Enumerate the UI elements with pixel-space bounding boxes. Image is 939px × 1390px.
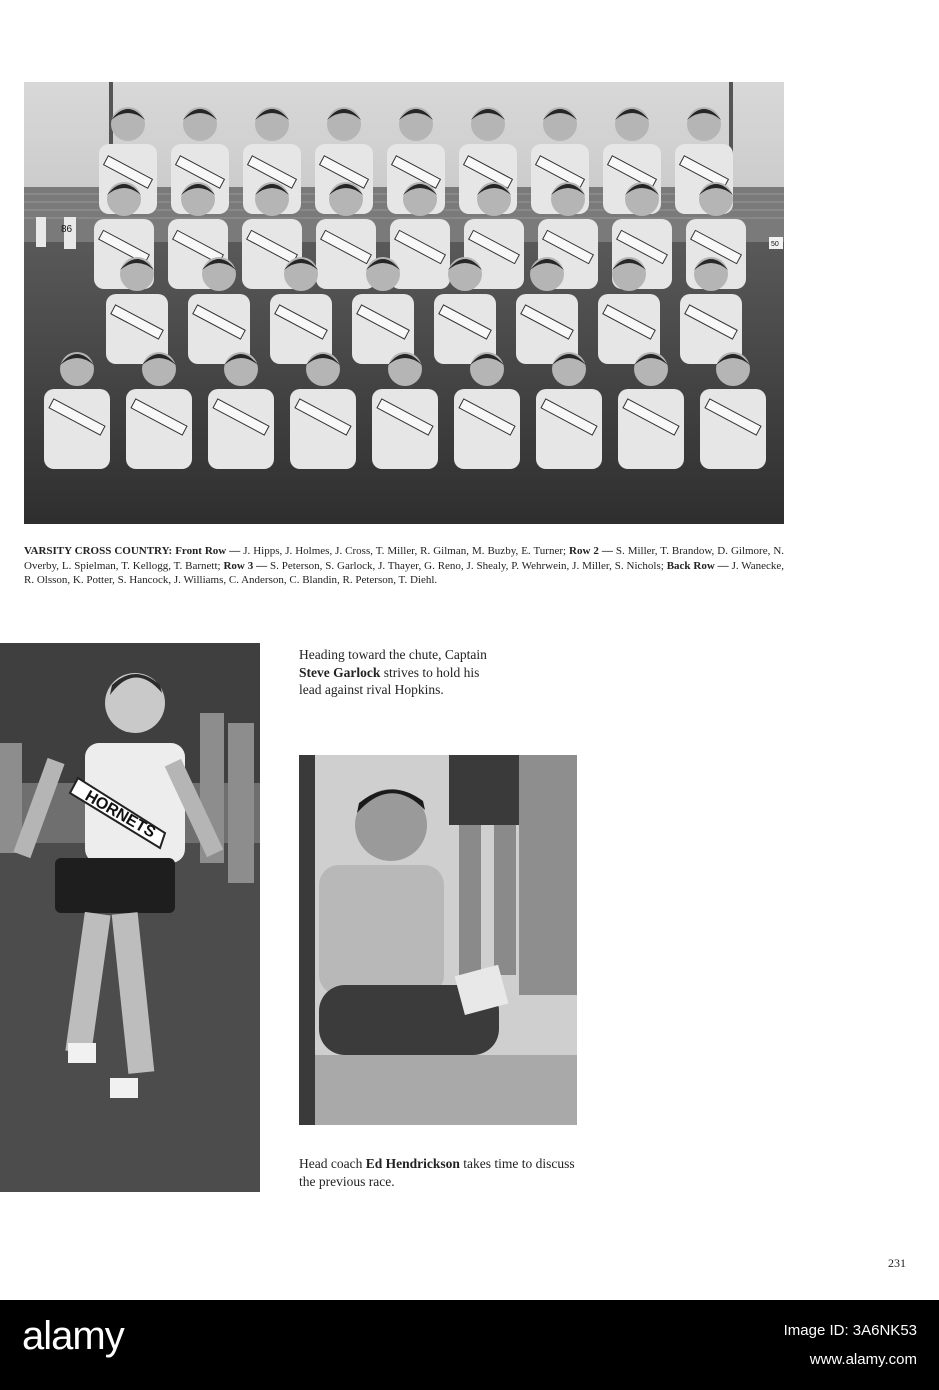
runner-caption-name: Steve Garlock	[299, 664, 381, 680]
watermark-logo: alamy	[22, 1314, 124, 1358]
back-row-label: Back Row —	[666, 559, 729, 572]
team-caption	[24, 544, 784, 588]
runner-photo-art	[0, 643, 260, 1192]
row3-names: S. Peterson, S. Garlock, J. Thayer, G. Reno, J. Shealy, P. Wehrwein, J. Miller, S. Nichols;	[270, 559, 664, 572]
row3-label: Row 3 —	[223, 559, 268, 572]
runner-jersey-text: HORNETS	[82, 787, 159, 842]
runner-photo	[0, 643, 260, 1192]
coach-caption	[299, 1155, 589, 1190]
coach-photo-art	[299, 755, 577, 1125]
runner-caption-before: Heading toward the chute, Captain	[299, 647, 487, 662]
back-row-names: J. Wanecke, R. Olsson, K. Potter, S. Hancock, J. Williams, C. Anderson, C. Blandin, R. Peterson, T. Diehl.	[24, 559, 785, 586]
front-row-label: Front Row —	[175, 545, 241, 557]
coach-caption-name: Ed Hendrickson	[365, 1156, 460, 1171]
watermark-url: www.alamy.com	[809, 1351, 917, 1368]
field-marker: 50	[771, 241, 779, 248]
runner-caption	[299, 646, 499, 699]
watermark-image-id: Image ID: 3A6NK53	[783, 1322, 917, 1339]
row2-label: Row 2 —	[569, 545, 613, 557]
coach-caption-after: takes time to discuss the previous race.	[299, 1156, 575, 1189]
scoreboard-number: 86	[61, 224, 73, 235]
page-number: 231	[888, 1256, 906, 1270]
team-caption-lead: VARSITY CROSS COUNTRY:	[24, 545, 173, 557]
team-photo	[24, 82, 784, 524]
runner-caption-after: strives to hold his lead against rival Hopkins.	[299, 664, 480, 697]
team-photo-art	[24, 82, 784, 524]
watermark-bar	[0, 1300, 939, 1390]
front-row-names: J. Hipps, J. Holmes, J. Cross, T. Miller, R. Gilman, M. Buzby, E. Turner;	[243, 545, 567, 557]
coach-caption-before: Head coach	[299, 1156, 363, 1171]
row2-names: S. Miller, T. Brandow, D. Gilmore, N. Overby, L. Spielman, T. Kellogg, T. Barnett;	[24, 545, 785, 572]
coach-photo	[299, 755, 577, 1125]
